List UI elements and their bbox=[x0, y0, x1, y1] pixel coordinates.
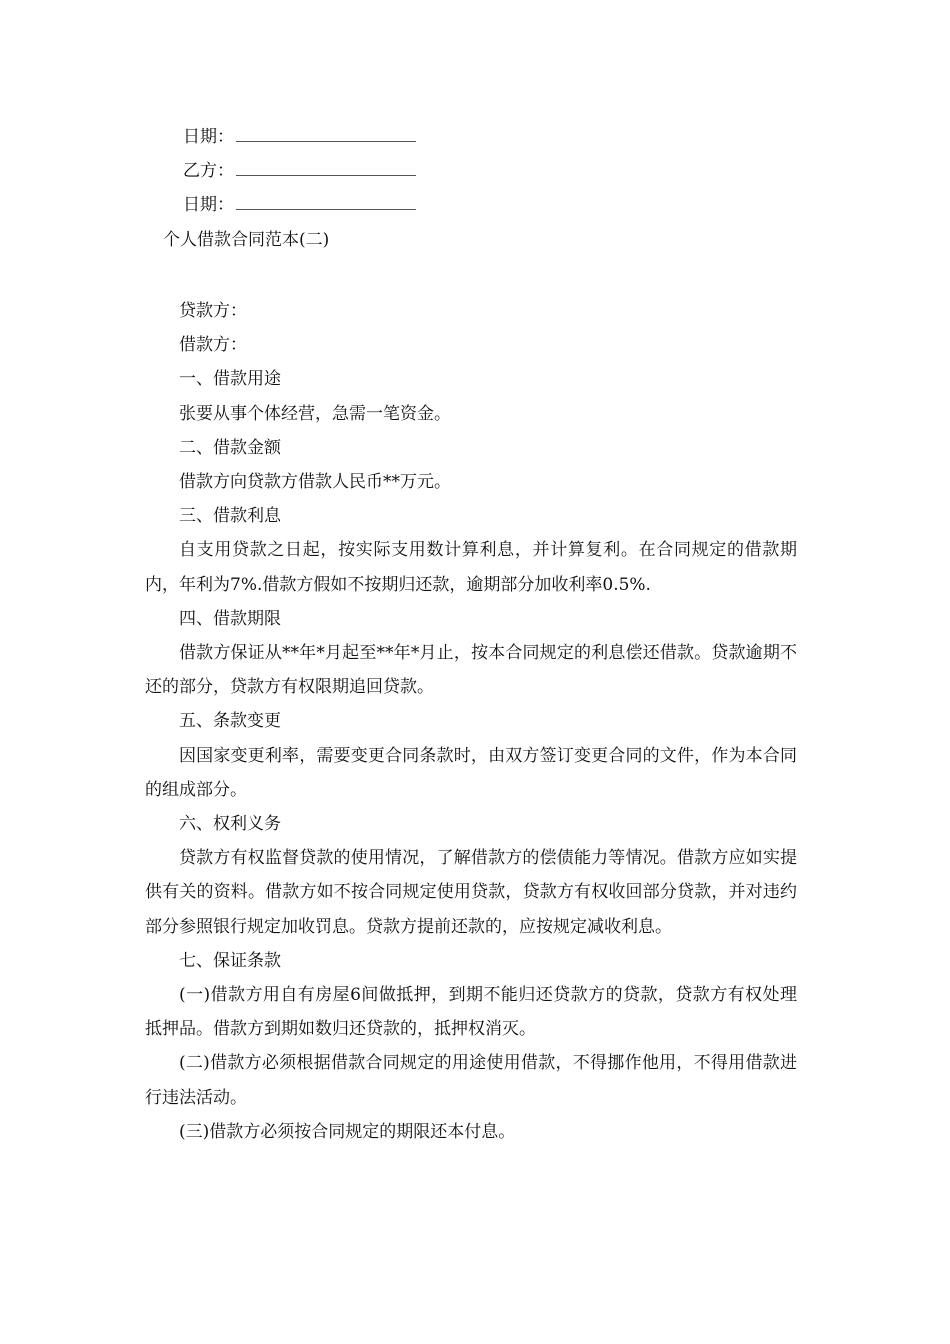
party-b-label: 乙方： bbox=[183, 161, 234, 181]
section-heading-rights: 六、权利义务 bbox=[179, 814, 281, 835]
paragraph-guarantee-1: (一)借款方用自有房屋6间做抵押，到期不能归还贷款方的贷款，贷款方有权处理抵押品。借款方到期如数归还贷款的，抵押权消灭。 bbox=[145, 985, 797, 1040]
paragraph-guarantee-2: (二)借款方必须根据借款合同规定的用途使用借款，不得挪作他用，不得用借款进行违法活动。 bbox=[145, 1053, 797, 1108]
paragraph-changes: 因国家变更利率，需要变更合同条款时，由双方签订变更合同的文件，作为本合同的组成部分。 bbox=[145, 745, 797, 800]
signature-date-line-1 bbox=[183, 125, 416, 149]
paragraph-guarantee-3: (三)借款方必须按合同规定的期限还本付息。 bbox=[179, 1121, 516, 1142]
section-heading-purpose: 一、借款用途 bbox=[179, 369, 281, 390]
date-label: 日期： bbox=[183, 195, 234, 215]
paragraph-purpose: 张要从事个体经营，急需一笔资金。 bbox=[179, 403, 451, 424]
borrower-line: 借款方： bbox=[179, 335, 247, 356]
lender-line: 贷款方： bbox=[179, 301, 247, 321]
signature-party-b-line bbox=[183, 159, 416, 183]
section-heading-guarantee: 七、保证条款 bbox=[179, 950, 281, 971]
paragraph-amount: 借款方向贷款方借款人民币**万元。 bbox=[179, 472, 451, 493]
section-heading-amount: 二、借款金额 bbox=[179, 437, 281, 458]
date-blank-1 bbox=[236, 125, 416, 142]
paragraph-rights: 贷款方有权监督贷款的使用情况，了解借款方的偿债能力等情况。借款方应如实提供有关的资料。借款方如不按合同规定使用贷款，贷款方有权收回部分贷款，并对违约部分参照银行规定加收罚息。贷款方提前还款的，应按规定减收利息。 bbox=[145, 848, 797, 937]
contract-body bbox=[145, 294, 797, 1149]
paragraph-interest: 自支用贷款之日起，按实际支用数计算利息，并计算复利。在合同规定的借款期内，年利为7%.借款方假如不按期归还款，逾期部分加收利率0.5%. bbox=[145, 540, 797, 595]
section-heading-changes: 五、条款变更 bbox=[179, 711, 281, 732]
section-heading-term: 四、借款期限 bbox=[179, 608, 281, 629]
signature-date-line-2 bbox=[183, 193, 416, 217]
date-blank-2 bbox=[236, 193, 416, 210]
paragraph-term: 借款方保证从**年*月起至**年*月止，按本合同规定的利息偿还借款。贷款逾期不还的部分，贷款方有权限期追回贷款。 bbox=[145, 643, 797, 698]
party-b-blank bbox=[236, 159, 416, 176]
section-heading-interest: 三、借款利息 bbox=[179, 506, 281, 527]
document-title: 个人借款合同范本(二) bbox=[163, 230, 330, 250]
date-label: 日期： bbox=[183, 127, 234, 147]
